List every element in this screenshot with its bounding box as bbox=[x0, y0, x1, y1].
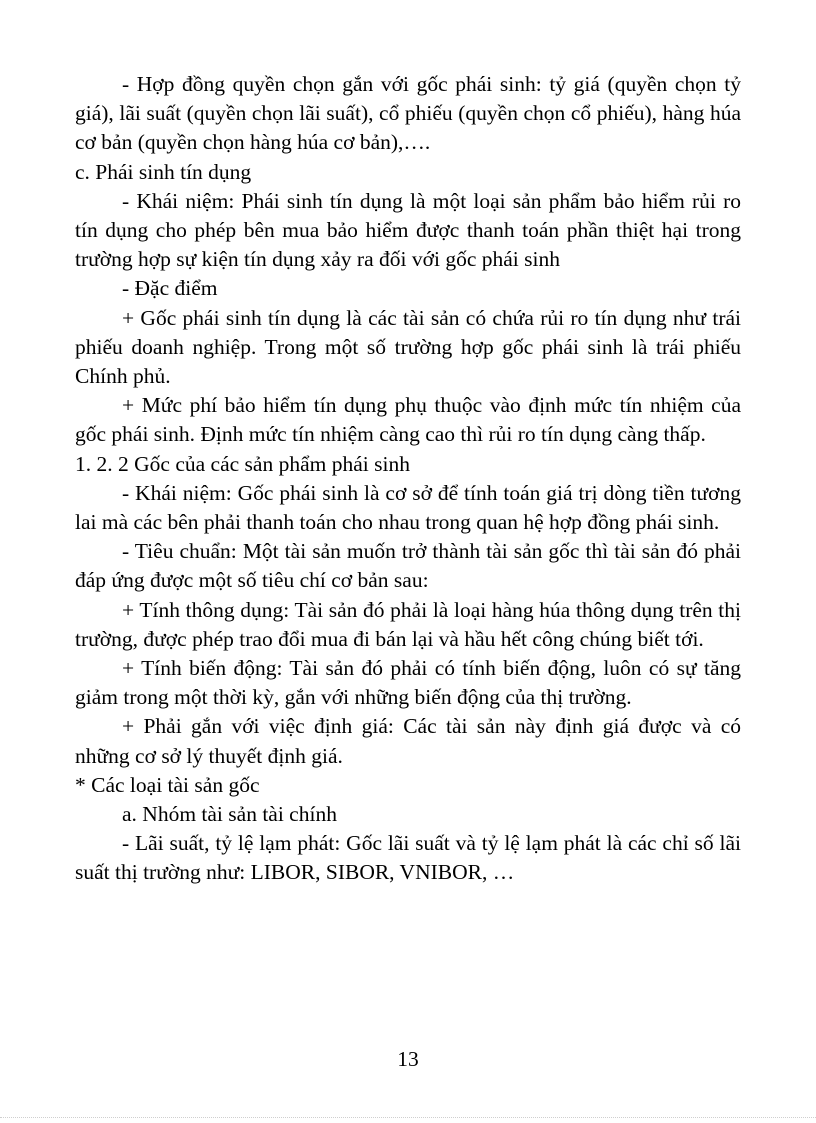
paragraph-criterion-volatility: + Tính biến động: Tài sản đó phải có tính biến động, luôn có sự tăng giảm trong một thời kỳ, gắn với những biến động của thị trường. bbox=[75, 656, 741, 710]
heading-financial-assets: a. Nhóm tài sản tài chính bbox=[122, 802, 337, 827]
paragraph-criterion-valuation: + Phải gắn với việc định giá: Các tài sản này định giá được và có những cơ sở lý thuyết định giá. bbox=[75, 714, 741, 768]
paragraph-credit-definition: - Khái niệm: Phái sinh tín dụng là một loại sản phẩm bảo hiểm rủi ro tín dụng cho phép bên mua bảo hiểm được thanh toán phần thiệt hại trong trường hợp sự kiện tín dụng xảy ra đối với gốc phái sinh bbox=[75, 188, 741, 272]
paragraph-underlying-definition: - Khái niệm: Gốc phái sinh là cơ sở để tính toán giá trị dòng tiền tương lai mà các bên phải thanh toán cho nhau trong quan hệ hợp đồng phái sinh. bbox=[75, 480, 741, 535]
paragraph-feature-premium: + Mức phí bảo hiểm tín dụng phụ thuộc vào định mức tín nhiệm của gốc phái sinh. Định mức tín nhiệm càng cao thì rủi ro tín dụng càng thấp. bbox=[75, 393, 741, 447]
page-bottom-divider bbox=[0, 1117, 816, 1118]
paragraph-feature-underlying: + Gốc phái sinh tín dụng là các tài sản có chứa rủi ro tín dụng như trái phiếu doanh nghiệp. Trong một số trường hợp gốc phái sinh là trái phiếu Chính phủ. bbox=[75, 305, 741, 389]
heading-credit-derivatives: c. Phái sinh tín dụng bbox=[75, 159, 252, 184]
heading-asset-types: * Các loại tài sản gốc bbox=[75, 772, 260, 797]
paragraph-criterion-common: + Tính thông dụng: Tài sản đó phải là loại hàng húa thông dụng trên thị trường, được phép trao đổi mua đi bán lại và hầu hết công chúng biết tới. bbox=[75, 597, 741, 651]
body-text bbox=[75, 70, 741, 888]
paragraph-interest-rates: - Lãi suất, tỷ lệ lạm phát: Gốc lãi suất và tỷ lệ lạm phát là các chỉ số lãi suất thị trường như: LIBOR, SIBOR, VNIBOR, … bbox=[75, 831, 741, 885]
heading-underlying-assets: 1. 2. 2 Gốc của các sản phẩm phái sinh bbox=[75, 451, 410, 476]
paragraph-features-label: - Đặc điểm bbox=[122, 276, 218, 301]
page-number: 13 bbox=[397, 1047, 419, 1071]
paragraph-option-contracts: - Hợp đồng quyền chọn gắn với gốc phái sinh: tỷ giá (quyền chọn tỷ giá), lãi suất (quyền chọn lãi suất), cổ phiếu (quyền chọn cổ phiếu), hàng húa cơ bản (quyền chọn hàng húa cơ bản),…. bbox=[75, 72, 741, 155]
paragraph-criteria: - Tiêu chuẩn: Một tài sản muốn trở thành tài sản gốc thì tài sản đó phải đáp ứng được một số tiêu chí cơ bản sau: bbox=[75, 539, 741, 593]
